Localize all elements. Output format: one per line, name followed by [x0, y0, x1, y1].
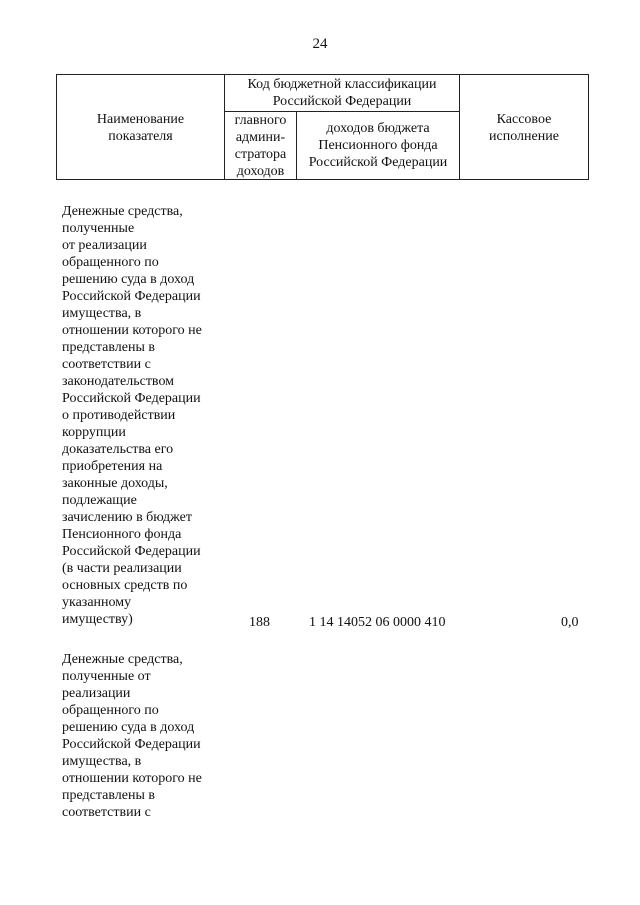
header-income-col: доходов бюджета Пенсионного фонда Российской Федерации: [308, 121, 448, 170]
row-indicator-name: Денежные средства, полученные от реализации обращенного по решению суда в доход Российской Федерации имущества, в отношении которого не представлены в соответствии с законодательством Российской Федерации о противодействии коррупции доказательства его приобретения на законные доходы, подлежащие зачислению в бюджет Пенсионного фонда Российской Федерации (в части реализации основных средств по указанному имуществу): [62, 204, 202, 627]
row-execution-value: 0,0: [561, 615, 579, 630]
row-indicator-name: Денежные средства, полученные от реализации обращенного по решению суда в доход Российской Федерации имущества, в отношении которого не представлены в соответствии с: [62, 652, 202, 820]
header-admin-col: главного админи- стратора доходов: [234, 113, 287, 179]
row-income-code: 1 14 14052 06 0000 410: [309, 615, 446, 630]
page-number: 24: [312, 36, 328, 52]
row-admin-code: 188: [249, 615, 270, 630]
header-execution-col: Кассовое исполнение: [489, 112, 559, 144]
header-code-group: Код бюджетной классификации Российской Федерации: [247, 77, 437, 109]
header-indicator-name: Наименование показателя: [96, 112, 185, 144]
